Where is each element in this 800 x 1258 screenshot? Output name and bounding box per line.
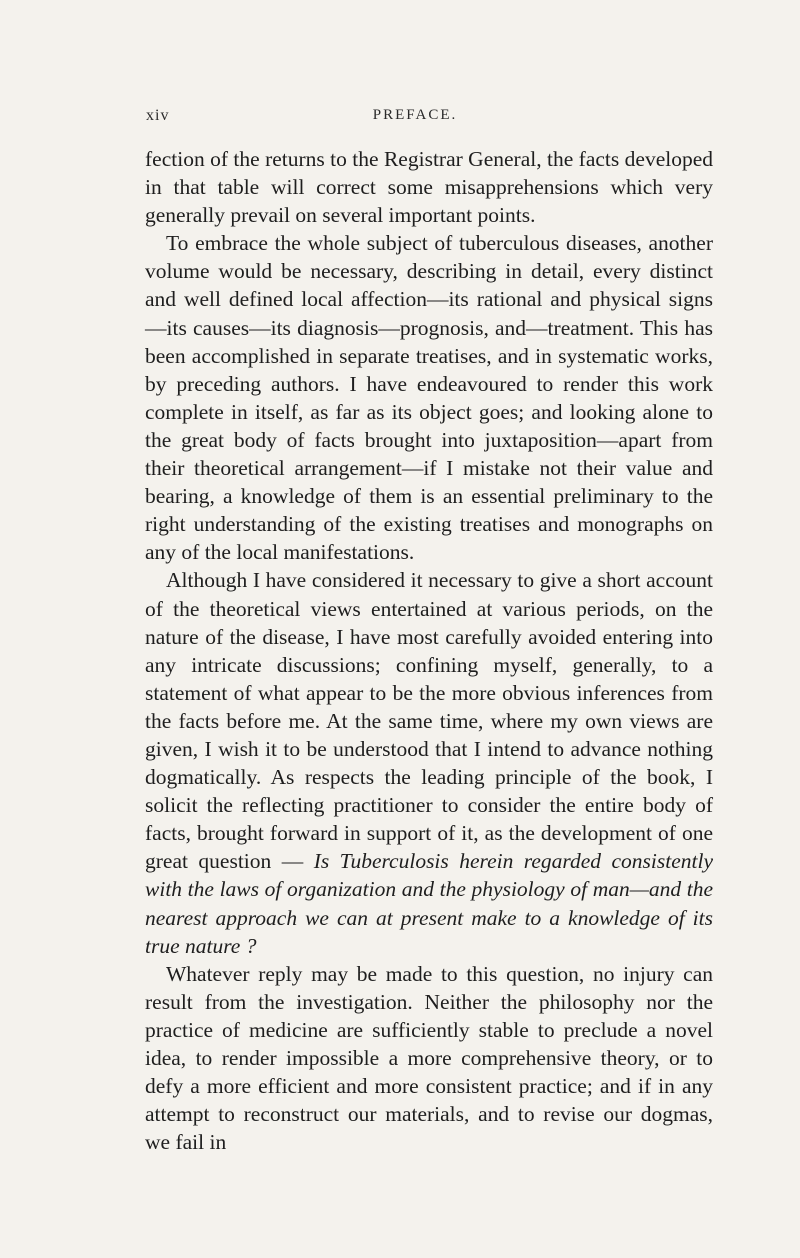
paragraph-continuation: fection of the returns to the Registrar General, the facts developed in that table will correct some misapprehensions which very generally prevail on several important points. bbox=[145, 147, 713, 228]
page-number: xiv bbox=[146, 107, 170, 124]
running-head bbox=[0, 107, 800, 131]
italic-question: Is Tuberculosis herein regarded consistently with the laws of organization and the physiology of man—and the nearest approach we can at present make to a knowledge of its true nature ? bbox=[145, 849, 713, 958]
body-text bbox=[145, 145, 713, 1156]
running-title: PREFACE. bbox=[372, 107, 458, 123]
paragraph: Whatever reply may be made to this question, no injury can result from the investigation. Neither the philosophy nor the practice of medicine are sufficiently stable to preclude a novel idea, to render impossible a more comprehensive theory, or to defy a more efficient and more consistent practice; and if in any attempt to reconstruct our materials, and to revise our dogmas, we fail in bbox=[145, 961, 713, 1155]
paragraph bbox=[145, 566, 713, 959]
paragraph-text: Although I have considered it necessary to give a short account of the theoretical views entertained at various periods, on the nature of the disease, I have most carefully avoided entering into any intricate discussions; confining myself, generally, to a statement of what appear to be the more obvious inferences from the facts before me. At the same time, where my own views are given, I wish it to be understood that I intend to advance nothing dogmatically. As respects the leading principle of the book, I solicit the reflecting practitioner to consider the entire body of facts, brought forward in support of it, as the development of one great question — bbox=[145, 568, 713, 874]
paragraph: To embrace the whole subject of tuberculous diseases, another volume would be necessary, describing in detail, every distinct and well defined local affection—its rational and physical signs—its causes—its diagnosis—prognosis, and—treatment. This has been accomplished in separate treatises, and in systematic works, by preceding authors. I have endeavoured to render this work complete in itself, as far as its object goes; and looking alone to the great body of facts brought into juxtaposition—apart from their theoretical arrangement—if I mistake not their value and bearing, a knowledge of them is an essential preliminary to the right understanding of the existing treatises and monographs on any of the local manifestations. bbox=[145, 231, 713, 565]
